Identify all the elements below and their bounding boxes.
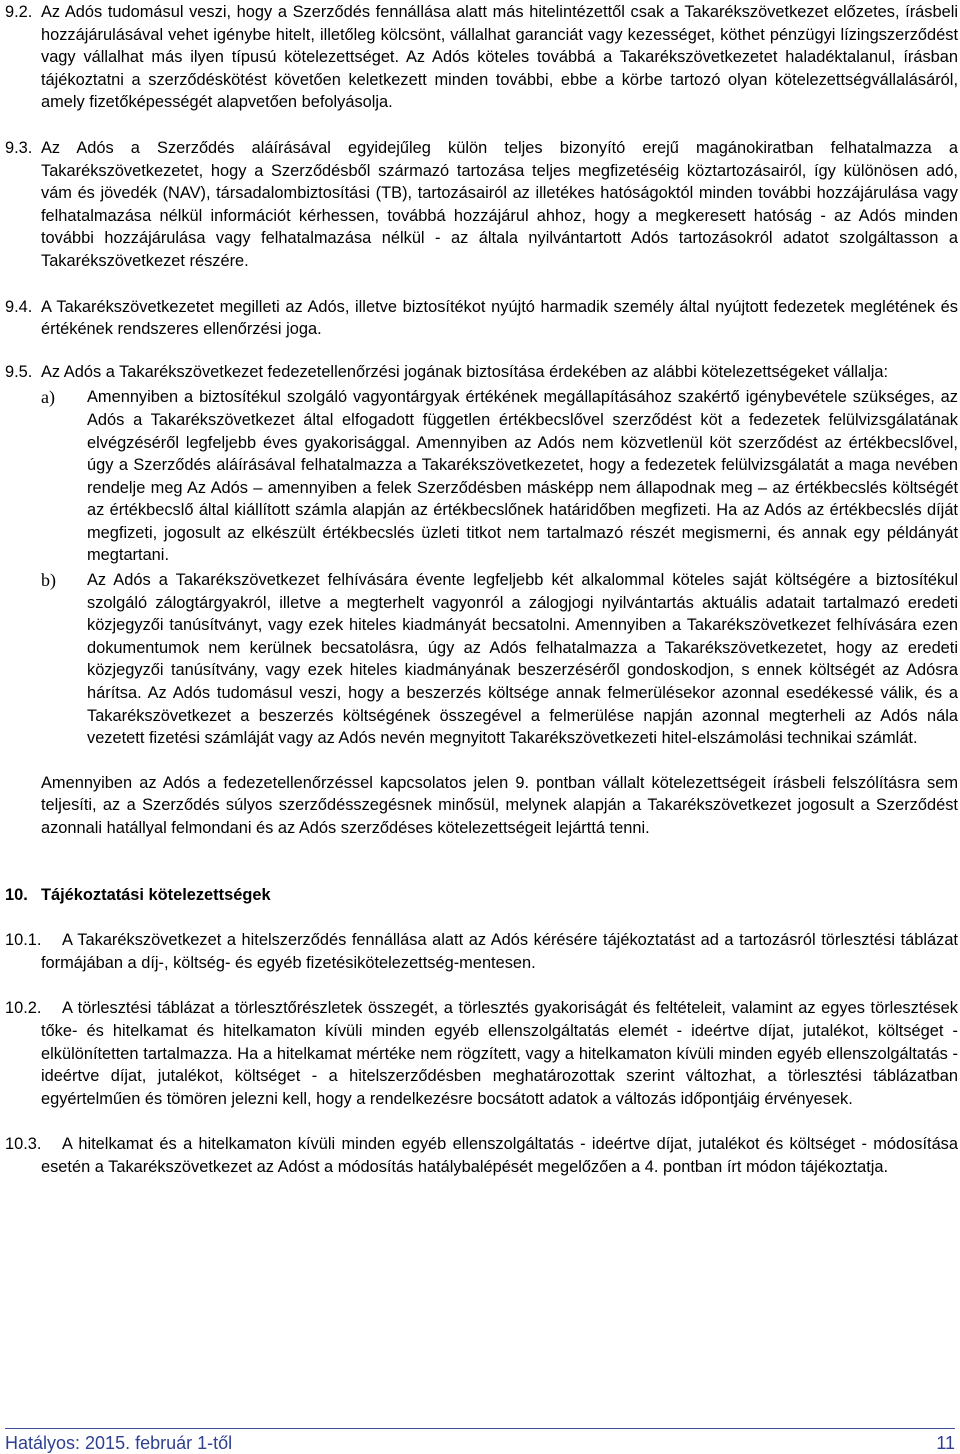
- paragraph-number: 9.3.: [5, 138, 33, 157]
- page-number: 11: [936, 1433, 955, 1453]
- list-item-b: [41, 569, 958, 750]
- paragraph-number: 9.2.: [5, 3, 33, 21]
- paragraph-text: Az Adós a Takarékszövetkezet fedezetellenőrzési jogának biztosítása érdekében az alábbi kötelezettségeket vállalja:: [41, 362, 889, 381]
- paragraph-text: A Takarékszövetkezet a hitelszerződés fennállása alatt az Adós kérésére tájékoztatást ad a tartozásról törlesztési táblázat formájában a díj-, költség- és egyéb fizetésikötelezettség-mentesen.: [41, 931, 958, 972]
- paragraph-text: Az Adós tudomásul veszi, hogy a Szerződés fennállása alatt más hitelintézettől csak a Takarékszövetkezet előzetes, írásbeli hozzájárulásával vehet igénybe hitelt, illetőleg kölcsönt, vállalhat garanciát vagy kezességet, köthet pénzügyi lízingszerződést vagy vállalhat más ilyen típusú kötelezettséget. Az Adós köteles továbbá a Takarékszövetkezetet haladéktalanul, írásban tájékoztatni a szerződéskötést követően keletkezett minden további, ebbe a körbe tartozó olyan kötelezettségvállalásáról, amely fizetőképességét alapvetően befolyásolja.: [41, 3, 958, 112]
- paragraph-text: A törlesztési táblázat a törlesztőrészletek összegét, a törlesztés gyakoriságát és feltételeit, valamint az egyes törlesztések tőke- és hitelkamat és hitelkamaton kívüli minden egyéb ellenszolgáltatás elemét - ideértve díjat, jutalékot, költséget - elkülönítetten tartalmazza. Ha a hitelkamat mértéke nem rögzített, vagy a hitelkamaton kívüli minden egyéb ellenszolgáltatás - ideértve díjat, jutalékot, költséget - a hitelszerződésben meghatározottak szerint változhat, a törlesztési táblázatban egyértelműen és tömören jelezni kell, hogy a rendelkezésre bocsátott adatok a változás időpontjáig érvényesek.: [41, 999, 958, 1108]
- list-marker: a): [41, 387, 55, 408]
- paragraph-10-3: [5, 1133, 958, 1178]
- paragraph-number: 10.3.: [5, 1135, 42, 1154]
- list-item-text: Amennyiben a biztosítékul szolgáló vagyontárgyak értékének megállapításához szakértő igénybevétele szükséges, az Adós a Takarékszövetkezet által elfogadott független értékbecslővel szerződést köt a fedezetek felülvizsgálatának elvégzéséről legfeljebb éves gyakorisággal. Amennyiben az Adós nem közvetlenül köt szerződést az értékbecslővel, úgy a Szerződés aláírásával felhatalmazza a Takarékszövetkezetet, hogy a fedezetek felülvizsgálatát a maga nevében rendelje meg Az Adós – amennyiben a felek Szerződésben másképp nem állapodnak meg – az értékbecslés költségét az értékbecslő által kiállított számla alapján az értékbecslőnek határidőben megfizeti. Ha az Adós az értékbecslés díját megfizeti, jogosult az elkészült értékbecslés üzleti titkot nem tartalmazó részét megismerni, és annak egy példányát megtartani.: [87, 388, 958, 565]
- paragraph-10-2: [5, 997, 958, 1110]
- paragraph-9-5: [5, 361, 958, 384]
- section-title: Tájékoztatási kötelezettségek: [41, 885, 271, 904]
- paragraph-text: A hitelkamat és a hitelkamaton kívüli minden egyéb ellenszolgáltatás - ideértve díjat, jutalékot és költséget - módosítása esetén a Takarékszövetkezet az Adóst a módosítás hatálybalépését megelőzően a 4. pontban írt módon tájékoztatja.: [41, 1135, 958, 1176]
- closing-text: Amennyiben az Adós a fedezetellenőrzéssel kapcsolatos jelen 9. pontban vállalt kötelezettségeit írásbeli felszólításra sem teljesíti, az a Szerződés súlyos szerződésszegésnek minősül, melynek alapján a Takarékszövetkezet jogosult a Szerződést azonnali hatállyal felmondani és az Adós szerződéses kötelezettségeit lejárttá tenni.: [41, 773, 958, 837]
- closing-paragraph: [5, 772, 958, 840]
- paragraph-9-3: [5, 137, 958, 273]
- obligation-list: [5, 386, 958, 750]
- list-item-text: Az Adós a Takarékszövetkezet felhívására évente legfeljebb két alkalommal köteles saját költségére a biztosítékul szolgáló zálogtárgyakról, illetve a megterhelt vagyonról a zálogjogi nyilvántartás aktuális adatait tartalmazó eredeti közjegyzői tanúsítványt, vagy ezek hiteles kiadmányát becsatolni. Amennyiben a Takarékszövetkezet felhívására ezen dokumentumok nem kerülnek becsatolásra, úgy az Adós felhatalmazza a Takarékszövetkezetet, hogy az eredeti közjegyzői tanúsítvány, vagy ezek hiteles kiadmányának beszerzéséről gondoskodjon, s ennek költségét az Adósra hárítsa. Az Adós tudomásul veszi, hogy a beszerzés költsége annak felmerülésekor azonnal esedékessé válik, és a Takarékszövetkezet a beszerzés költségének összegével a felmerülése napján azonnal megterheli az Adós nála vezetett fizetési számláját vagy az Adós nevén megnyitott Takarékszövetkezeti hitel-elszámolási technikai számlát.: [87, 571, 958, 748]
- paragraph-10-1: [5, 929, 958, 974]
- section-number: 10.: [5, 885, 28, 904]
- paragraph-number: 10.2.: [5, 999, 42, 1018]
- page-footer: [5, 1428, 955, 1454]
- paragraph-number: 9.4.: [5, 297, 33, 316]
- paragraph-9-2: [5, 1, 958, 114]
- section-heading-10: [5, 884, 958, 907]
- paragraph-text: A Takarékszövetkezetet megilleti az Adós, illetve biztosítékot nyújtó harmadik személy által nyújtott fedezetek meglétének és értékének rendszeres ellenőrzési joga.: [41, 297, 958, 339]
- paragraph-number: 9.5.: [5, 362, 33, 381]
- list-item-a: [41, 386, 958, 567]
- paragraph-9-4: [5, 296, 958, 341]
- effective-date: Hatályos: 2015. február 1-től: [5, 1433, 233, 1453]
- list-marker: b): [41, 570, 56, 591]
- paragraph-number: 10.1.: [5, 931, 42, 950]
- paragraph-text: Az Adós a Szerződés aláírásával egyidejűleg külön teljes bizonyító erejű magánokiratban felhatalmazza a Takarékszövetkezetet, hogy a Szerződésből származó tartozása teljes megfizetéséig köztartozásairól, így különösen adó, vám és jövedék (NAV), társadalombiztosítási (TB), tartozásairól az illetékes hatóságoktól minden további hozzájárulása vagy felhatalmazása nélkül információt kérhessen, továbbá hozzájárul ahhoz, hogy a megkeresett hatóság - az Adós minden további hozzájárulása vagy felhatalmazása nélkül - az általa nyilvántartott Adós tartozásokról adatot szolgáltasson a Takarékszövetkezet részére.: [41, 138, 958, 270]
